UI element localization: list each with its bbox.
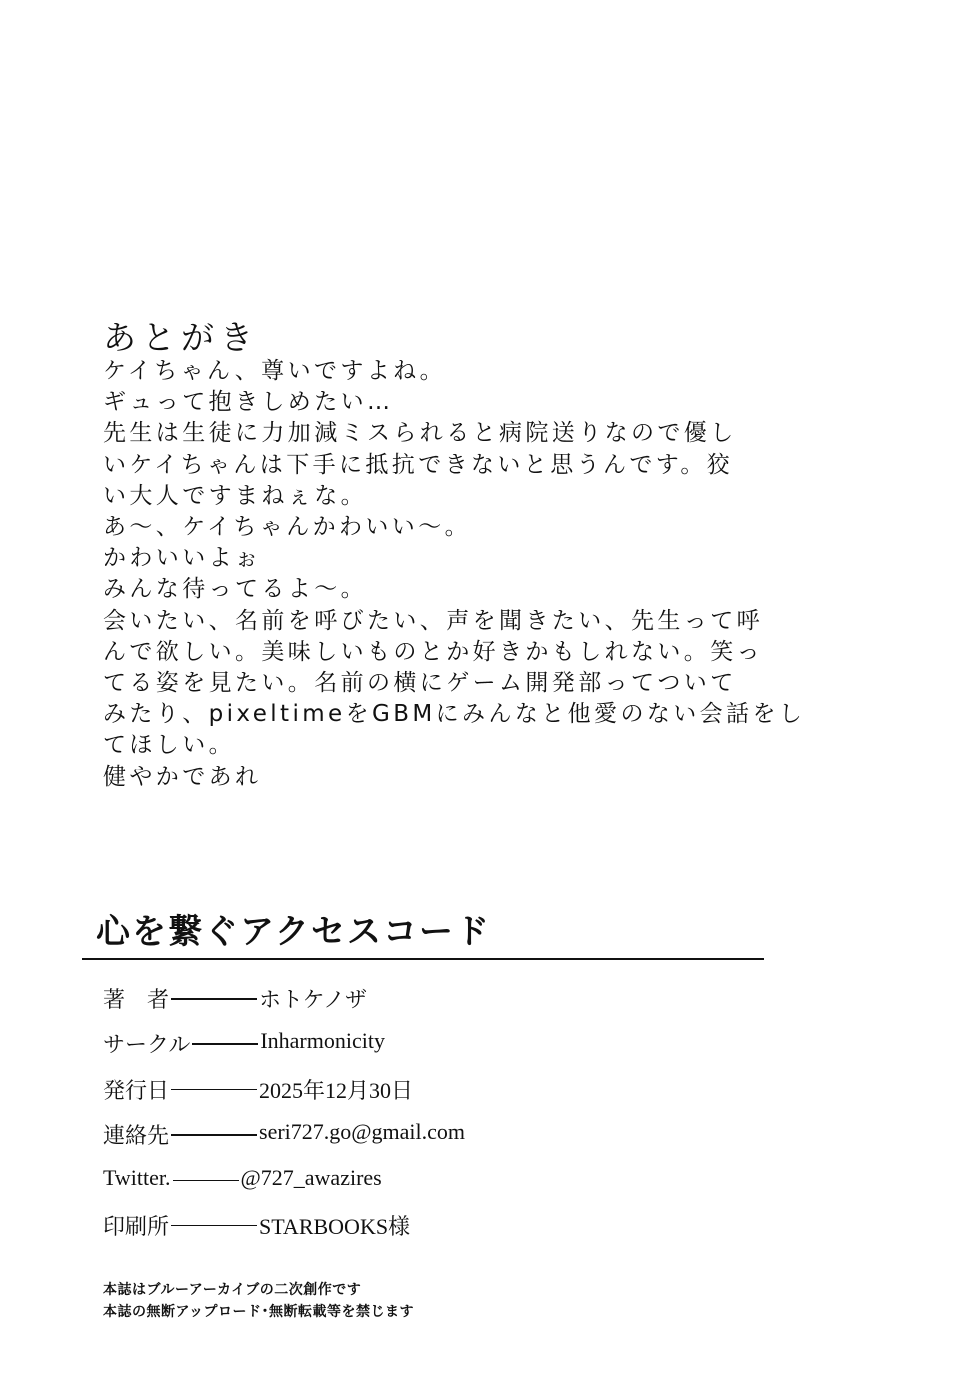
afterword-line: みんな待ってるよ～。 <box>103 576 367 603</box>
credit-label: 著 者 <box>103 987 170 1012</box>
credits-list <box>103 983 465 1255</box>
afterword-body <box>103 356 806 793</box>
credit-leader-line <box>171 1134 257 1136</box>
credit-leader-line <box>171 1089 257 1091</box>
credit-value: @727_awazires <box>240 1164 382 1190</box>
credit-row-date <box>103 1074 465 1119</box>
afterword-line: ケイちゃん、尊いですよね。 <box>103 358 446 384</box>
afterword-line: みたり、pixeltimeをGBMにみんなと他愛のない会話をし <box>103 701 806 728</box>
credit-label: サークル <box>103 1032 191 1058</box>
credit-leader-line <box>171 998 257 1000</box>
colophon-divider <box>82 958 764 960</box>
credit-value: ホトケノザ <box>259 987 368 1012</box>
note-line: 本誌はブルーアーカイブの二次創作です <box>103 1282 362 1298</box>
credit-row-printer <box>103 1210 465 1255</box>
credit-row-circle <box>103 1028 465 1073</box>
credit-leader-line <box>173 1180 239 1182</box>
credit-leader-line <box>192 1043 258 1045</box>
afterword-line: 健やかであれ <box>103 763 262 790</box>
credit-value: Inharmonicity <box>260 1028 385 1054</box>
credit-row-author <box>103 983 465 1028</box>
credit-label: 印刷所 <box>103 1213 170 1239</box>
afterword-line: 先生は生徒に力加減ミスられると病院送りなので優し <box>103 420 737 447</box>
afterword-line: てほしい。 <box>103 732 235 759</box>
credit-row-twitter <box>103 1165 465 1210</box>
afterword-line: ギュって抱きしめたい… <box>103 389 394 416</box>
colophon-title: 心を繋ぐアクセスコード <box>96 912 491 952</box>
afterword-heading: あとがき <box>103 318 259 358</box>
credit-leader-line <box>171 1225 257 1227</box>
afterword-line: てる姿を見たい。名前の横にゲーム開発部ってついて <box>103 670 737 697</box>
afterword-line: い大人ですまねぇな。 <box>103 482 367 509</box>
credit-row-contact <box>103 1119 465 1164</box>
credit-value: STARBOOKS様 <box>259 1213 411 1239</box>
afterword-line: んで欲しい。美味しいものとか好きかもしれない。笑っ <box>103 638 763 665</box>
credit-label: 連絡先 <box>103 1123 170 1149</box>
credit-value: 2025年12月30日 <box>259 1077 414 1103</box>
afterword-line: かわいいよぉ <box>103 545 262 572</box>
note-line: 本誌の無断アップロード･無断転載等を禁じます <box>103 1304 415 1320</box>
legal-notes <box>103 1279 414 1323</box>
credit-label: Twitter. <box>103 1164 171 1190</box>
credit-label: 発行日 <box>103 1077 170 1103</box>
credit-value: seri727.go@gmail.com <box>259 1119 466 1145</box>
afterword-line: あ～、ケイちゃんかわいい～。 <box>103 514 471 541</box>
afterword-line: 会いたい、名前を呼びたい、声を聞きたい、先生って呼 <box>103 607 763 634</box>
afterword-line: いケイちゃんは下手に抵抗できないと思うんです。狡 <box>103 451 734 478</box>
